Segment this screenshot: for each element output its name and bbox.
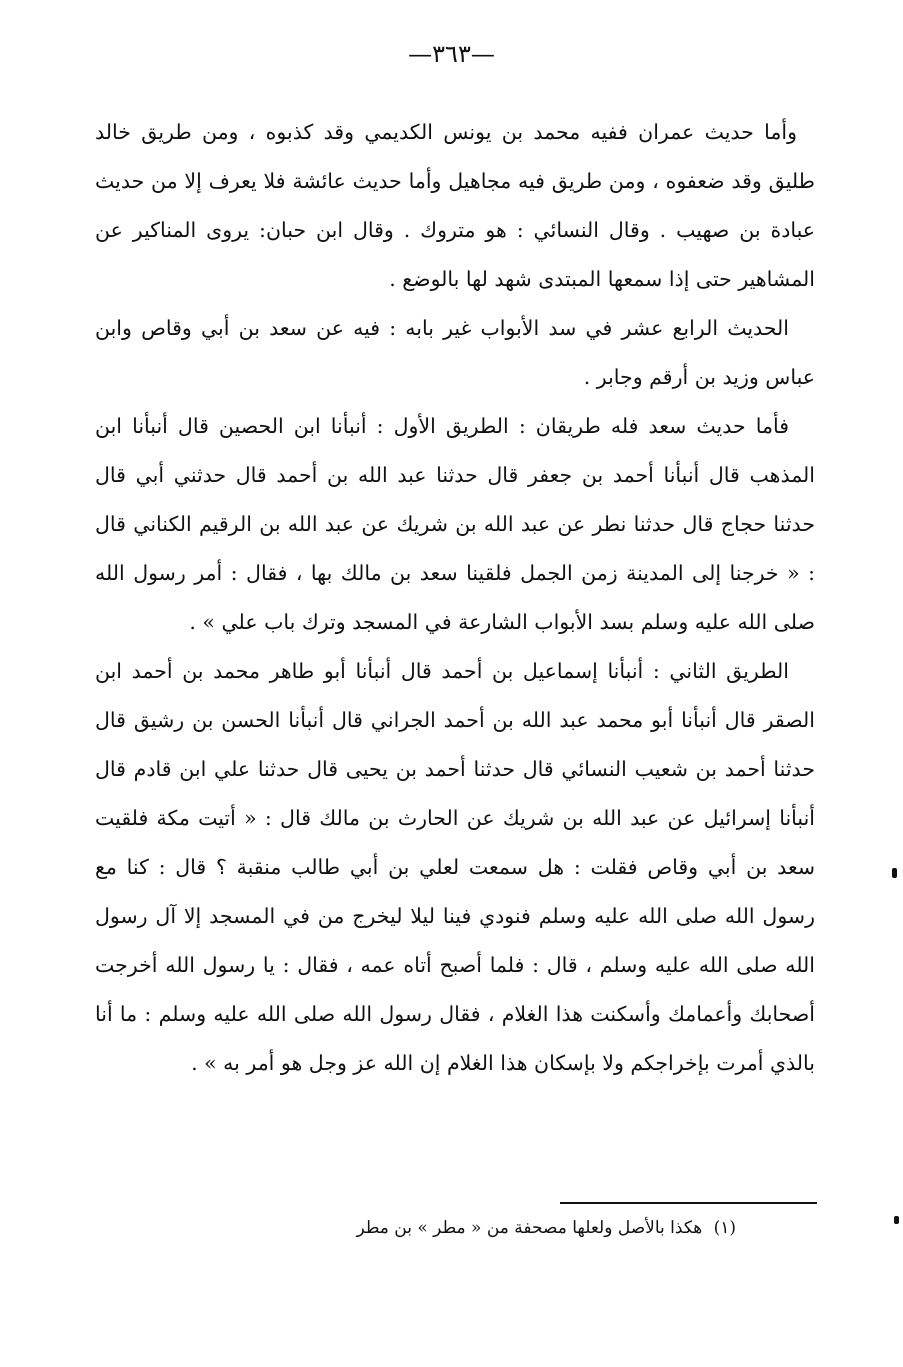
paragraph-imran-aisha: وأما حديث عمران ففيه محمد بن يونس الكديمي وقد كذبوه ، ومن طريق خالد طليق وقد ضعفوه ، ومن طريق فيه مجاهيل وأما حديث عائشة فلا يعرف إلا من حديث عبادة بن صهيب . وقال النسائي : هو متروك . وقال ابن حبان: يروى المناكير عن المشاهير حتى إذا سمعها المبتدى شهد لها بالوضع . xyxy=(95,120,815,291)
paragraph-hadith-fourteen: الحديث الرابع عشر في سد الأبواب غير بابه : فيه عن سعد بن أبي وقاص وابن عباس وزيد بن أرقم وجابر . xyxy=(95,316,815,389)
footnote-marker: (١) xyxy=(713,1218,736,1238)
footnote-divider xyxy=(560,1202,817,1204)
page-number: —٣٦٣— xyxy=(408,40,495,68)
footnote-text: هكذا بالأصل ولعلها مصحفة من « مطر » بن مطر xyxy=(356,1218,703,1238)
footnote xyxy=(300,1214,736,1242)
margin-ink-mark xyxy=(894,1216,899,1224)
margin-ink-mark xyxy=(892,868,897,878)
paragraph-first-chain: فأما حديث سعد فله طريقان : الطريق الأول : أنبأنا ابن الحصين قال أنبأنا ابن المذهب قال أنبأنا أحمد بن جعفر قال حدثنا عبد الله بن أحمد قال حدثني أبي قال حدثنا حجاج قال حدثنا نطر عن عبد الله بن شريك عن عبد الله بن الرقيم الكناني قال : « خرجنا إلى المدينة زمن الجمل فلقينا سعد بن مالك بها ، فقال : أمر رسول الله صلى الله عليه وسلم بسد الأبواب الشارعة في المسجد وترك باب علي » . xyxy=(95,414,815,634)
main-text xyxy=(95,108,815,1088)
paragraph-second-chain: الطريق الثاني : أنبأنا إسماعيل بن أحمد قال أنبأنا أبو طاهر محمد بن أحمد ابن الصقر قال أنبأنا أبو محمد عبد الله بن أحمد الجراني قال أنبأنا الحسن بن رشيق قال حدثنا أحمد بن شعيب النسائي قال حدثنا أحمد بن يحيى قال حدثنا علي ابن قادم قال أنبأنا إسرائيل عن عبد الله بن شريك عن الحارث بن مالك قال : « أتيت مكة فلقيت سعد بن أبي وقاص فقلت : هل سمعت لعلي بن أبي طالب منقبة ؟ قال : كنا مع رسول الله صلى الله عليه وسلم فنودي فينا ليلا ليخرج من في المسجد إلا آل رسول الله صلى الله عليه وسلم ، قال : فلما أصبح أتاه عمه ، فقال : يا رسول الله أخرجت أصحابك وأعمامك وأسكنت هذا الغلام ، فقال رسول الله صلى الله عليه وسلم : ما أنا بالذي أمرت بإخراجكم ولا بإسكان هذا الغلام إن الله عز وجل هو أمر به » . xyxy=(95,659,815,1075)
